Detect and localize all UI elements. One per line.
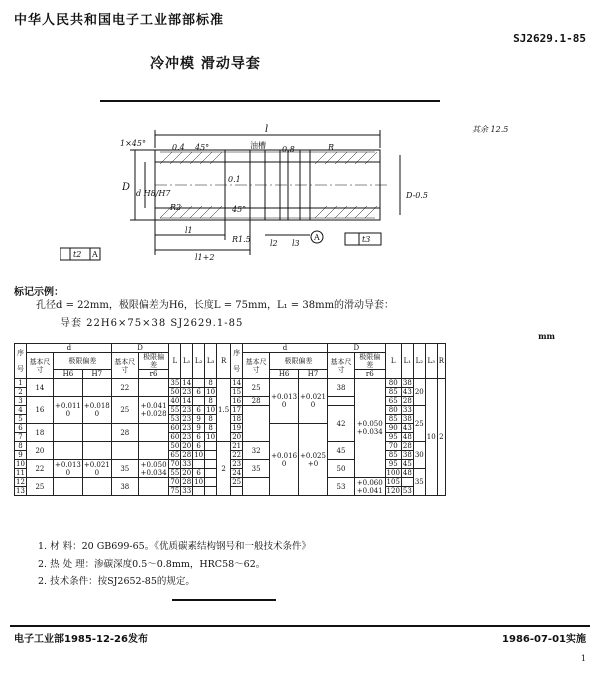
table-cell: [53, 379, 82, 397]
table-cell: [138, 478, 169, 496]
table-cell: 23: [182, 388, 192, 396]
table-cell: 38: [111, 478, 138, 496]
table-cell: +0.041 +0.028: [138, 397, 169, 424]
guide-sleeve-drawing: [60, 120, 460, 270]
table-cell: 38: [327, 379, 354, 397]
table-cell: 70: [170, 478, 180, 486]
table-cell: [205, 469, 217, 478]
table-cell: 70: [385, 442, 401, 451]
table-cell: [205, 451, 217, 460]
table-cell: 85: [385, 451, 401, 460]
table-cell: 38: [402, 415, 412, 423]
svg-text:0.8: 0.8: [282, 145, 295, 154]
svg-text:t2: t2: [73, 250, 82, 259]
table-cell: [82, 424, 111, 442]
table-cell: [53, 478, 82, 496]
svg-text:l1: l1: [185, 226, 193, 235]
table-cell: [205, 478, 217, 487]
table-cell: 28: [402, 442, 412, 450]
table-cell: 10: [16, 460, 25, 468]
table-cell: 53: [170, 415, 180, 423]
table-cell: 24: [232, 469, 242, 477]
table-cell: 3: [15, 397, 27, 406]
table-cell: 6: [193, 442, 205, 451]
svg-text:0.1: 0.1: [228, 175, 241, 184]
table-cell: 28: [111, 424, 138, 442]
table-cell: +0.011 0: [53, 397, 82, 424]
table-cell: 22: [232, 451, 242, 459]
table-cell: [205, 460, 217, 469]
table-cell: 10: [194, 451, 204, 459]
table-cell: 1.5: [217, 379, 231, 442]
table-cell: 10: [194, 478, 204, 486]
svg-text:D: D: [122, 182, 131, 193]
table-cell: 25: [26, 478, 53, 496]
table-cell: +0.025 +0: [299, 424, 328, 496]
table-cell: 8: [205, 415, 217, 424]
svg-text:t3: t3: [362, 235, 371, 244]
table-cell: 28: [182, 451, 192, 459]
table-cell: 35: [111, 460, 138, 478]
table-cell: [327, 397, 354, 406]
table-cell: 65: [170, 451, 180, 459]
table-cell: 14: [182, 397, 192, 405]
svg-text:45°: 45°: [232, 205, 247, 214]
table-cell: 12: [16, 478, 25, 486]
table-cell: 18: [26, 424, 53, 442]
table-cell: 60: [170, 433, 180, 441]
table-cell: 17: [232, 406, 242, 414]
table-cell: 105: [386, 478, 400, 486]
table-cell: 32: [243, 442, 270, 460]
svg-text:1×45°: 1×45°: [120, 139, 146, 148]
roughness-note: 其余 12.5: [472, 125, 509, 134]
table-cell: 75: [170, 487, 180, 495]
table-cell: +0.018 0: [82, 397, 111, 424]
table-cell: 14: [182, 379, 192, 387]
table-cell: 90: [385, 424, 401, 433]
table-cell: 20: [182, 442, 192, 450]
svg-text:l2: l2: [270, 239, 278, 248]
table-cell: 45: [402, 460, 412, 468]
table-cell: 6: [15, 424, 27, 433]
table-cell: 80: [385, 406, 401, 415]
issued-date: 电子工业部1985-12-26发布: [14, 634, 148, 645]
table-cell: 28: [182, 478, 192, 486]
table-cell: 30: [413, 442, 425, 469]
svg-text:l1+2: l1+2: [195, 253, 215, 262]
table-cell: 4: [15, 406, 27, 415]
standard-org-title: 中华人民共和国电子工业部部标准: [14, 13, 225, 28]
table-cell: [243, 478, 270, 496]
table-cell: [193, 487, 205, 496]
col-seq-right: 序 号: [231, 344, 243, 379]
table-cell: 2: [15, 388, 27, 397]
table-cell: 23: [182, 424, 192, 432]
table-cell: 33: [402, 406, 412, 414]
table-cell: 2: [217, 442, 231, 496]
footer-rule: [10, 625, 590, 627]
table-cell: +0.013 0: [270, 379, 299, 424]
table-cell: 42: [327, 406, 354, 442]
table-cell: 10: [425, 379, 437, 496]
table-cell: 6: [193, 406, 205, 415]
table-cell: 9: [193, 415, 205, 424]
table-cell: 35: [170, 379, 180, 387]
table-cell: 53: [327, 478, 354, 496]
table-cell: 43: [402, 388, 412, 396]
svg-text:D-0.5: D-0.5: [406, 191, 428, 200]
table-cell: 5: [15, 415, 27, 424]
table-cell: 20: [232, 433, 242, 441]
table-cell: [138, 442, 169, 460]
table-cell: 65: [385, 397, 401, 406]
table-cell: 6: [193, 433, 205, 442]
table-row: [15, 379, 446, 388]
table-cell: [193, 379, 205, 388]
table-cell: +0.050 +0.034: [138, 460, 169, 478]
svg-text:A: A: [92, 250, 98, 259]
table-cell: +0.013 0: [54, 460, 81, 477]
table-cell: 70: [170, 460, 180, 468]
note-heat-treatment: 2. 热 处 理：渗碳深度0.5～0.8mm，HRC58～62。: [38, 559, 266, 570]
table-cell: 19: [232, 424, 242, 432]
table-cell: [53, 424, 82, 442]
table-cell: 11: [16, 469, 25, 477]
table-cell: [231, 487, 243, 496]
svg-text:A: A: [314, 233, 320, 242]
table-cell: [82, 379, 111, 397]
svg-text:d H8/H7: d H8/H7: [136, 189, 171, 198]
table-cell: [193, 397, 205, 406]
table-cell: 55: [170, 469, 180, 477]
table-cell: 6: [193, 469, 205, 478]
table-cell: 53: [402, 487, 412, 495]
effective-date: 1986-07-01实施: [502, 634, 586, 645]
table-cell: 10: [206, 406, 216, 414]
table-cell: +0.021 0: [83, 460, 110, 477]
table-cell: 9: [193, 424, 205, 433]
table-cell: 25: [111, 397, 138, 424]
table-cell: 21: [232, 442, 242, 450]
table-cell: 48: [402, 469, 412, 477]
table-cell: 25: [243, 379, 270, 397]
svg-text:45°: 45°: [195, 143, 210, 152]
table-cell: 33: [182, 487, 192, 495]
table-cell: 55: [170, 406, 180, 414]
table-cell: 8: [205, 379, 217, 388]
table-cell: 48: [402, 433, 412, 441]
standard-code: SJ2629.1-85: [513, 32, 586, 45]
table-cell: 40: [170, 397, 180, 405]
table-cell: [82, 442, 111, 460]
table-cell: 23: [232, 460, 242, 468]
svg-text:l: l: [265, 124, 269, 135]
table-cell: 15: [232, 388, 242, 396]
table-cell: [193, 460, 205, 469]
table-cell: 14: [232, 379, 242, 387]
table-cell: 8: [205, 424, 217, 433]
table-cell: 16: [26, 397, 53, 424]
table-cell: 7: [15, 433, 27, 442]
table-cell: [243, 406, 270, 442]
table-cell: 18: [232, 415, 242, 423]
notes-end-rule: [172, 599, 276, 601]
table-row: [15, 478, 446, 487]
table-cell: 60: [170, 424, 180, 432]
svg-text:R: R: [328, 143, 335, 152]
unit-label: mm: [538, 331, 555, 341]
table-cell: +0.050 +0.034: [354, 379, 385, 478]
svg-text:0.4: 0.4: [172, 143, 185, 152]
marking-example-text: 孔径d = 22mm，极限偏差为H6，长度L = 75mm，L₁ = 38mm的滑动导套：: [36, 300, 395, 311]
table-cell: [138, 424, 169, 442]
title-rule: [100, 100, 440, 102]
table-cell: [138, 379, 169, 397]
note-material: 1. 材 料：20 GB699-65。《优质碳素结构钢号和一般技术条件》: [38, 541, 311, 552]
table-cell: 20: [182, 469, 192, 477]
table-cell: 85: [385, 388, 401, 397]
table-cell: 28: [402, 397, 412, 405]
table-cell: 43: [402, 424, 412, 432]
table-cell: 23: [182, 433, 192, 441]
table-cell: 95: [385, 433, 401, 442]
table-cell: 2: [437, 379, 445, 496]
table-cell: [205, 442, 217, 451]
table-cell: 50: [170, 442, 180, 450]
table-cell: 9: [15, 451, 27, 460]
table-cell: 23: [182, 415, 192, 423]
table-cell: [205, 487, 217, 496]
table-cell: 120: [386, 487, 400, 495]
table-cell: 23: [182, 406, 192, 414]
table-cell: 35: [413, 469, 425, 496]
table-cell: 45: [327, 442, 354, 460]
note-technical: 2. 技术条件：按SJ2652-85的规定。: [38, 576, 195, 587]
svg-text:R2: R2: [170, 203, 182, 212]
table-cell: 80: [385, 379, 401, 388]
table-cell: 28: [243, 397, 270, 406]
dimension-table: 序 号 d D L L₁ L₂ L₃ R 序 号 d D L L₁ L₂ L₃ R 基本尺寸 极限偏差 基本尺寸 极限偏差 基本尺寸 极限偏差 基本尺寸 极限偏差 H6 H7 r6 H6 H7 r6 1 14 22 35 14 8 1.5 14 25 +0.013 0 +0.021 0 38 +0.050 +0.034 80 38 20 10 2 2 50 23 6 10 15 85 43 3 16 +0.011 0 +0.018 0 25 +0.041 +0.028 40 14 8 16 28 65 28 4 55 23 6 10 17 42 80 33 25 5 53 23 9 8 18 85 38 6 18 28 60 23 9 8 19 +0.016 0 +0.025 +0 90 43 7 60 23 6 10 20 95 48 8 20 50 20 6 2 21 32 45 70 28 30 9 65 28 10 22 85 38 10 22 +0.013 0 +0.021 0 35 +0.050 +0.034 70 33 23 35 50 95 45 11 55 20 6 24 100 48 35 12 25 38 70 28 10 25 53 +0.060 +0.041 105 13 75 33 120 53: [16, 344, 444, 495]
table-cell: 22: [111, 379, 138, 397]
table-cell: 38: [402, 451, 412, 459]
table-cell: 35: [243, 460, 270, 478]
page-title: 冷冲模 滑动导套: [150, 56, 261, 72]
table-cell: 10: [206, 433, 216, 441]
page-number: 1: [580, 654, 586, 663]
table-cell: 50: [327, 460, 354, 478]
table-cell: 95: [385, 460, 401, 469]
table-cell: 85: [385, 415, 401, 424]
table-cell: 100: [386, 469, 400, 477]
table-cell: 16: [232, 397, 242, 405]
marking-example-code: 导套 22H6×75×38 SJ2629.1-85: [60, 318, 244, 329]
table-cell: 6: [193, 388, 205, 397]
table-cell: 1: [15, 379, 27, 388]
table-cell: 20: [26, 442, 53, 460]
svg-text:油槽: 油槽: [250, 141, 266, 150]
table-cell: [53, 442, 82, 460]
table-cell: 50: [170, 388, 180, 396]
table-body: [15, 379, 446, 496]
table-cell: +0.021 0: [299, 379, 328, 424]
table-cell: [82, 478, 111, 496]
svg-text:l3: l3: [292, 239, 300, 248]
table-cell: 25: [413, 406, 425, 442]
table-cell: 13: [16, 487, 25, 495]
table-cell: 10: [206, 388, 216, 396]
table-cell: 38: [402, 379, 412, 387]
table-cell: +0.060 +0.041: [354, 478, 385, 496]
table-cell: 33: [182, 460, 192, 468]
table-cell: [401, 478, 413, 487]
table-cell: 8: [205, 397, 217, 406]
table-cell: [111, 442, 138, 460]
table-cell: 22: [26, 460, 53, 478]
table-cell: 20: [413, 379, 425, 406]
marking-example-heading: 标记示例：: [14, 287, 64, 298]
table-cell: +0.016 0: [270, 424, 299, 496]
col-seq: 序 号: [15, 344, 27, 379]
svg-text:R1.5: R1.5: [232, 235, 251, 244]
table-cell: 14: [26, 379, 53, 397]
table-cell: 25: [232, 478, 242, 486]
table-cell: 8: [15, 442, 27, 451]
